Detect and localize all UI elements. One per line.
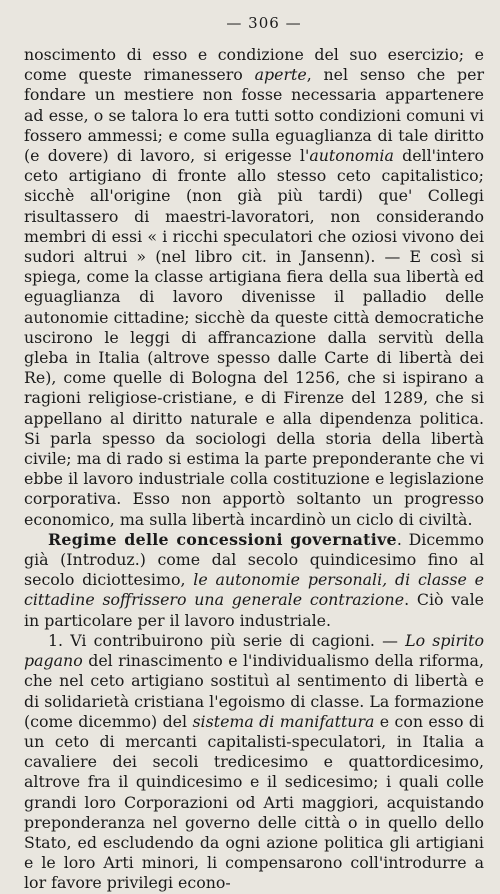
paragraph <box>24 530 484 631</box>
text-run: . Dicemmo già (Introduz.) come dal secolo quindicesimo fino al secolo diciottesimo, <box>24 529 484 590</box>
paragraph <box>24 45 484 530</box>
text-run: dell'intero ceto artigiano di fronte allo stesso ceto capitalistico; sicchè all'origine (non già più tardi) que' Collegi risultassero di maestri-lavoratori, non considerando membri di essi « i ricchi speculatori che oziosi vivono dei sudori altrui » (nel libro cit. in Jansenn). — E così si spiega, come la classe artigiana fiera della sua libertà ed eguaglianza di lavoro divenisse il palladio delle autonomie cittadine; sicchè da queste città democratiche uscirono le leggi di affrancazione dalla servitù della gleba in Italia (altrove spesso dalle Carte di libertà dei Re), come quelle di Bologna del 1256, che si ispirano a ragioni religiose-cristiane, e di Firenze del 1289, che si appellano al diritto naturale e alla dipendenza politica. Si parla spesso da sociologi della storia della libertà civile; ma di rado si estima la parte preponderante che vi ebbe il lavoro industriale colla costituzione e legislazione corporativa. Esso non apportò soltanto un progresso economico, ma sulla libertà incardinò un ciclo di civiltà. <box>24 146 484 529</box>
text-run: e con esso di un ceto di mercanti capitalisti-speculatori, in Italia a cavaliere dei secoli tredicesimo e quattordicesimo, altrove fra il quindicesimo e il sedicesimo; i quali colle grandi loro Corporazioni od Arti maggiori, acquistando preponderanza nel governo delle città o in quello dello Stato, ed escludendo da ogni azione politica gli artigiani e le loro Arti minori, li compensarono coll'introdurre a lor favore privilegi econo- <box>24 711 485 893</box>
body-text <box>24 45 484 894</box>
italic-text: le autonomie personali, di classe e cittadine soffrissero una generale contrazione <box>24 570 484 610</box>
text-run: 1. Vi contribuirono più serie di cagioni. — <box>48 630 406 650</box>
text-run: del rinascimento e l'individualismo della riforma, che nel ceto artigiano sostituì al sentimento di libertà e di solidarietà cristiana l'egoismo di classe. La formazione (come dicemmo) del <box>24 651 484 731</box>
italic-text: aperte <box>254 65 307 85</box>
italic-text: Lo spirito pagano <box>24 630 484 671</box>
italic-text: sistema di manifattura <box>192 711 375 731</box>
section-heading: Regime delle concessioni governative <box>48 529 397 549</box>
text-run: , nel senso che per fondare un mestiere non fosse necessaria appartenere ad esse, o se talora lo era tutti sotto condizioni comuni vi fossero ammessi; e come sulla eguaglianza di tale diritto (e dovere) di lavoro, si erigesse l' <box>24 65 485 166</box>
italic-text: autonomia <box>309 146 394 166</box>
page-number: — 306 — <box>226 14 302 32</box>
text-run: noscimento di esso e condizione del suo esercizio; e come queste rimanessero <box>24 45 484 85</box>
text-run: . Ciò vale in particolare per il lavoro industriale. <box>24 590 484 630</box>
paragraph <box>24 631 484 894</box>
